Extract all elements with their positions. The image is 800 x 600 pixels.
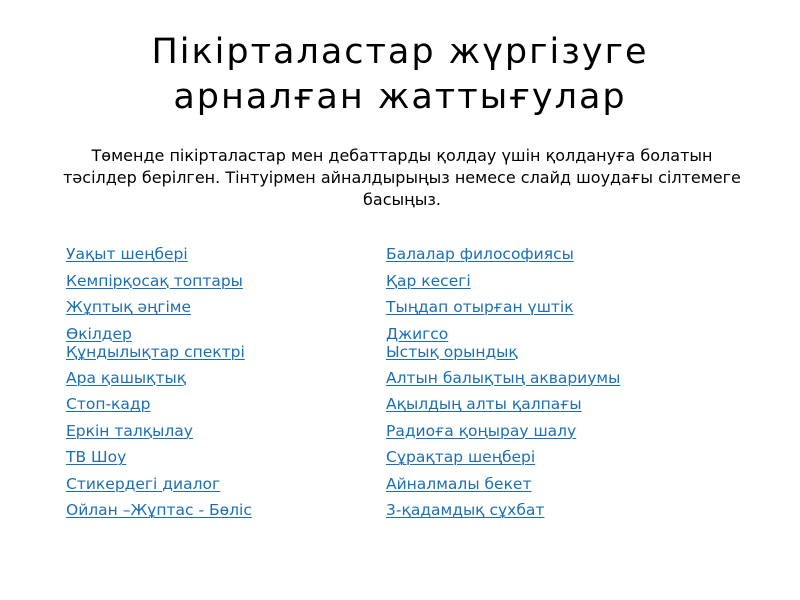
link-free-discussion[interactable]: Еркін талқылау — [66, 421, 193, 440]
link-sticker-dialogue[interactable]: Стикердегі диалог — [66, 474, 221, 493]
link-distance[interactable]: Ара қашықтық — [66, 368, 187, 387]
link-six-thinking-hats[interactable]: Ақылдың алты қалпағы — [386, 395, 582, 413]
list-item — [386, 245, 776, 272]
list-item — [66, 422, 366, 449]
list-item — [386, 501, 776, 528]
link-three-step-interview[interactable]: 3-қадамдық сұхбат — [386, 501, 545, 519]
right-link-list — [386, 245, 776, 528]
link-philosophy-for-children[interactable]: Балалар философиясы — [386, 245, 574, 263]
list-item — [66, 298, 366, 325]
left-link-list — [66, 245, 366, 528]
link-think-pair-share[interactable]: Ойлан –Жұптас - Бөліс — [66, 501, 252, 519]
link-question-circle[interactable]: Сұрақтар шеңбері — [386, 448, 536, 466]
intro-text: Төменде пікірталастар мен дебаттарды қолдау үшін қолдануға болатын тәсілдер берілген. Тінтуірмен айналдырыңыз немесе слайд шоудағы сілтемеге басыңыз. — [63, 146, 741, 209]
list-item — [386, 298, 776, 325]
list-item — [66, 272, 366, 299]
link-goldfish-bowl[interactable]: Алтын балықтың аквариумы — [386, 368, 621, 387]
list-item — [66, 448, 366, 475]
link-tv-show[interactable]: ТВ Шоу — [66, 448, 127, 466]
link-jigsaw[interactable]: Джигсо — [386, 324, 449, 343]
link-freeze-frame[interactable]: Стоп-кадр — [66, 395, 151, 413]
slide-title — [0, 30, 800, 120]
link-representatives[interactable]: Өкілдер — [66, 324, 132, 343]
link-rainbow-groups[interactable]: Кемпірқосақ топтары — [66, 271, 243, 290]
link-carousel-station[interactable]: Айналмалы бекет — [386, 474, 532, 493]
list-item — [66, 245, 366, 272]
link-pair-talk[interactable]: Жұптық әңгіме — [66, 298, 192, 316]
list-item — [386, 325, 776, 369]
link-values-spectrum[interactable]: Құндылықтар спектрі — [66, 342, 245, 361]
list-item — [386, 395, 776, 422]
link-time-circle[interactable]: Уақыт шеңбері — [66, 245, 188, 263]
link-listening-triad[interactable]: Тыңдап отырған үштік — [386, 298, 574, 316]
list-item — [386, 272, 776, 299]
list-item — [386, 475, 776, 502]
list-item — [66, 395, 366, 422]
slide-title-line-1: Пікірталастар жүргізуге — [151, 32, 649, 72]
slide-title-line-2: арналған жаттығулар — [173, 77, 627, 117]
link-radio-phone-in[interactable]: Радиоға қоңырау шалу — [386, 421, 577, 440]
list-item — [66, 369, 366, 396]
list-item — [66, 501, 366, 528]
link-snowball[interactable]: Қар кесегі — [386, 271, 471, 290]
list-item — [66, 325, 366, 369]
link-hot-seat[interactable]: Ыстық орындық — [386, 342, 518, 361]
list-item — [66, 475, 366, 502]
list-item — [386, 422, 776, 449]
list-item — [386, 448, 776, 475]
list-item — [386, 369, 776, 396]
